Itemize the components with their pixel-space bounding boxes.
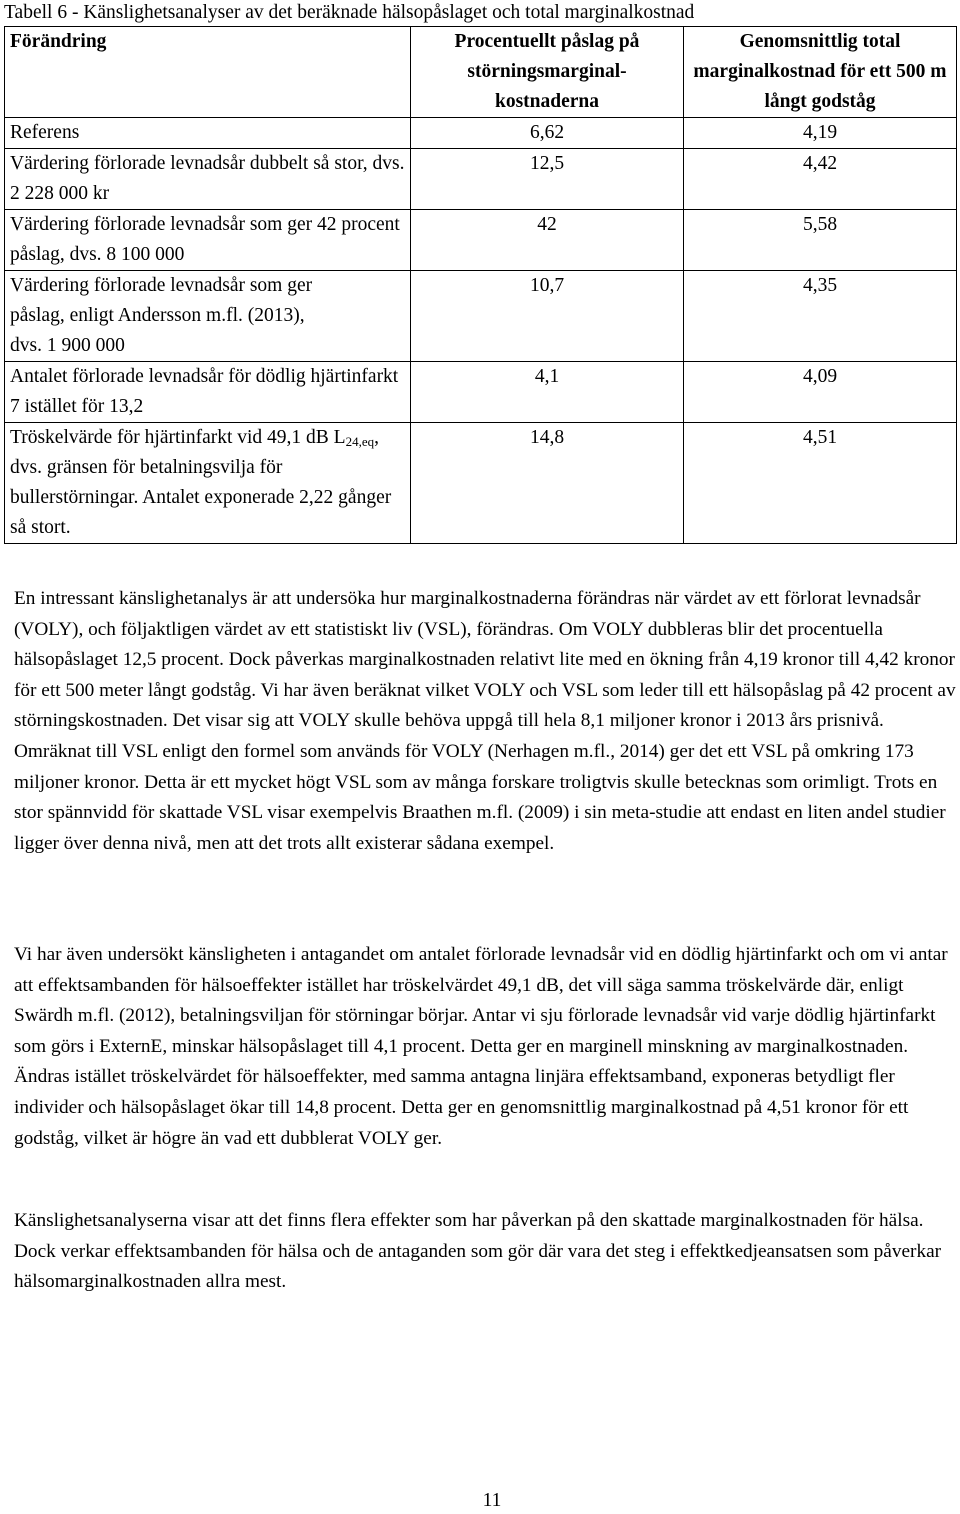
table-row <box>5 149 957 210</box>
sensitivity-table <box>4 26 957 544</box>
row-label: Värdering förlorade levnadsår som ger 42 procent påslag, dvs. 8 100 000 <box>5 210 411 271</box>
row-percent: 42 <box>411 210 684 271</box>
table-row <box>5 210 957 271</box>
row-label: Referens <box>5 118 411 149</box>
table-header-row <box>5 27 957 118</box>
row-percent: 6,62 <box>411 118 684 149</box>
row-percent: 12,5 <box>411 149 684 210</box>
header-marginal-cost: Genomsnittlig total marginalkostnad för ett 500 m långt godståg <box>684 27 957 118</box>
row-label: Värdering förlorade levnadsår dubbelt så stor, dvs. 2 228 000 kr <box>5 149 411 210</box>
header-percent-markup: Procentuellt påslag på störningsmarginal- kostnaderna <box>411 27 684 118</box>
table-caption: Tabell 6 - Känslighetsanalyser av det beräknade hälsopåslaget och total marginalkostnad <box>4 2 695 23</box>
body-paragraph: Vi har även undersökt känsligheten i antagandet om antalet förlorade levnadsår vid en dödlig hjärtinfarkt och om vi antar att effektsambanden för hälsoeffekter istället har tröskelvärdet 49,1 dB, det vill säga samma tröskelvärde där, enligt Swärdh m.fl. (2012), betalningsviljan för störningar börjar. Antar vi sju förlorade levnadsår vid varje dödlig hjärtinfarkt som görs i ExternE, minskar hälsopåslaget till 4,1 procent. Detta ger en marginell minskning av marginalkostnaden. Ändras istället tröskelvärdet för hälsoeffekter, med samma antagna linjära effektsamband, exponeras betydligt fler individer och hälsopåslaget ökar till 14,8 procent. Detta ger en genomsnittlig marginalkostnad på 4,51 kronor för ett godståg, vilket är högre än vad ett dubblerat VOLY ger. <box>14 944 948 1149</box>
row-percent: 14,8 <box>411 423 684 544</box>
row-label: Värdering förlorade levnadsår som ger påslag, enligt Andersson m.fl. (2013), dvs. 1 900 000 <box>5 271 411 362</box>
row-cost: 4,35 <box>684 271 957 362</box>
table-row <box>5 362 957 423</box>
row-percent: 4,1 <box>411 362 684 423</box>
row-cost: 4,42 <box>684 149 957 210</box>
table-row <box>5 423 957 544</box>
page-number: 11 <box>482 1490 502 1511</box>
row-cost: 4,09 <box>684 362 957 423</box>
body-paragraph: En intressant känslighetanalys är att undersöka hur marginalkostnaderna förändras när värdet av ett förlorat levnadsår (VOLY), och följaktligen värdet av ett statistiskt liv (VSL), förändras. Om VOLY dubbleras blir det procentuella hälsopåslaget 12,5 procent. Dock påverkas marginalkostnaden relativt lite med en ökning från 4,19 kronor till 4,42 kronor för ett 500 meter långt godståg. Vi har även beräknat vilket VOLY och VSL som leder till ett hälsopåslag på 42 procent av störningskostnaden. Det visar sig att VOLY skulle behöva uppgå till hela 8,1 miljoner kronor i 2013 års prisnivå. Omräknat till VSL enligt den formel som används för VOLY (Nerhagen m.fl., 2014) ger det ett VSL på omkring 173 miljoner kronor. Detta är ett mycket högt VSL som av många forskare troligtvis skulle betecknas som orimligt. Trots en stor spännvidd för skattade VSL visar exempelvis Braathen m.fl. (2009) i sin meta-studie att endast en liten andel studier ligger över denna nivå, men att det trots allt existerar sådana exempel. <box>14 588 956 854</box>
subscript: 24,eq <box>345 434 375 449</box>
row-cost: 4,51 <box>684 423 957 544</box>
table-row <box>5 118 957 149</box>
table-row <box>5 271 957 362</box>
header-change: Förändring <box>5 27 411 118</box>
row-percent: 10,7 <box>411 271 684 362</box>
row-cost: 5,58 <box>684 210 957 271</box>
row-label: Tröskelvärde för hjärtinfarkt vid 49,1 dB $L_{24,eq}$, dvs. gränsen för betalningsvilja för bullerstörningar. Antalet exponerade 2,22 gånger så stort. <box>5 423 411 544</box>
row-cost: 4,19 <box>684 118 957 149</box>
row-label: Antalet förlorade levnadsår för dödlig hjärtinfarkt 7 istället för 13,2 <box>5 362 411 423</box>
body-paragraph: Känslighetsanalyserna visar att det finns flera effekter som har påverkan på den skattade marginalkostnaden för hälsa. Dock verkar effektsambanden för hälsa och de antaganden som gör där vara det steg i effektkedjeansatsen som påverkar hälsomarginalkostnaden allra mest. <box>14 1210 942 1293</box>
